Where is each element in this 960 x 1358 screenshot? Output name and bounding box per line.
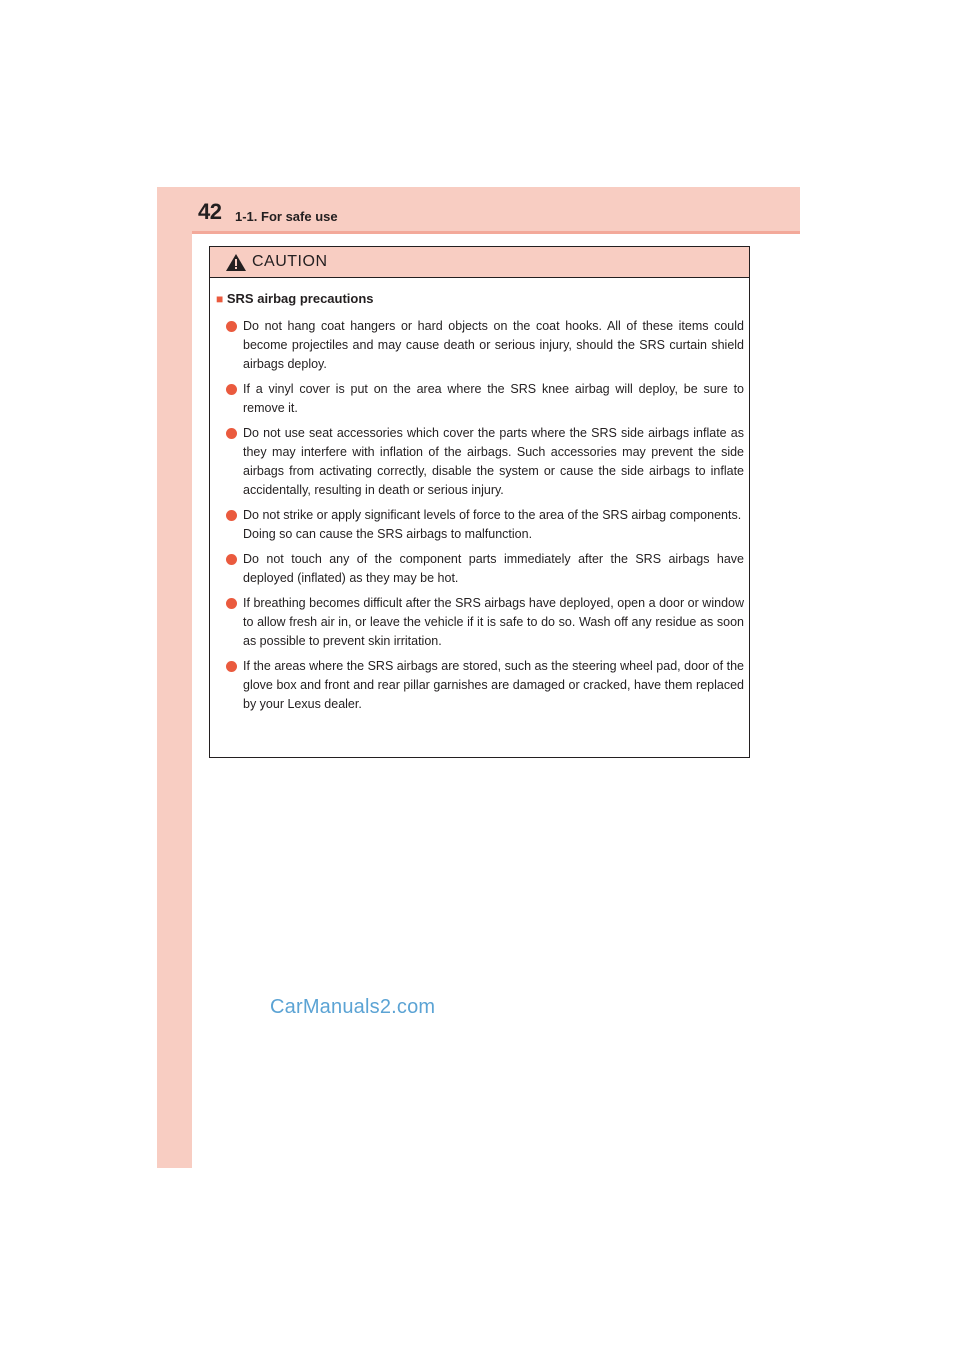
list-item [226,594,744,651]
caution-title: CAUTION [252,253,328,270]
caution-list [226,317,744,720]
bullet-dot-icon [226,598,237,609]
list-item-text: If a vinyl cover is put on the area where the SRS knee airbag will deploy, be sure to remove it. [243,382,744,415]
header-divider [192,231,800,234]
side-color-band [157,187,192,1168]
bullet-dot-icon [226,321,237,332]
bullet-dot-icon [226,384,237,395]
list-item-text: Do not touch any of the component parts immediately after the SRS airbags have deployed (inflated) as they may be hot. [243,552,744,585]
bullet-dot-icon [226,510,237,521]
bullet-dot-icon [226,554,237,565]
list-item [226,550,744,588]
page-number: 42 [198,199,222,224]
bullet-dot-icon [226,428,237,439]
watermark-link[interactable]: CarManuals2.com [270,996,436,1018]
list-item-text: If breathing becomes difficult after the SRS airbags have deployed, open a door or window to allow fresh air in, or leave the vehicle if it is safe to do so. Wash off any residue as soon as possible to prevent skin irritation. [243,596,744,648]
warning-triangle-icon [226,254,246,271]
section-title: 1-1. For safe use [235,209,338,224]
list-item [226,317,744,374]
list-item [226,657,744,714]
caution-box [209,246,750,758]
subheading [216,291,374,306]
list-item-text: Do not use seat accessories which cover the parts where the SRS side airbags inflate as they may interfere with inflation of the airbags. Such accessories may prevent the side airbags from activating correctly, disable the system or cause the side airbags to inflate accidentally, resulting in death or serious injury. [243,426,744,497]
square-bullet-icon: ■ [216,292,224,306]
list-item-text: Do not hang coat hangers or hard objects on the coat hooks. All of these items could become projectiles and may cause death or serious injury, should the SRS curtain shield airbags deploy. [243,319,744,371]
list-item [226,424,744,500]
bullet-dot-icon [226,661,237,672]
subheading-text: SRS airbag precautions [226,291,374,306]
caution-header [210,247,749,278]
list-item-text: Do not strike or apply significant levels of force to the area of the SRS airbag components. Doing so can cause the SRS airbags to malfunction. [243,508,742,541]
list-item [226,506,744,544]
list-item-text: If the areas where the SRS airbags are stored, such as the steering wheel pad, door of the glove box and front and rear pillar garnishes are damaged or cracked, have them replaced by your Lexus dealer. [243,659,744,711]
list-item [226,380,744,418]
